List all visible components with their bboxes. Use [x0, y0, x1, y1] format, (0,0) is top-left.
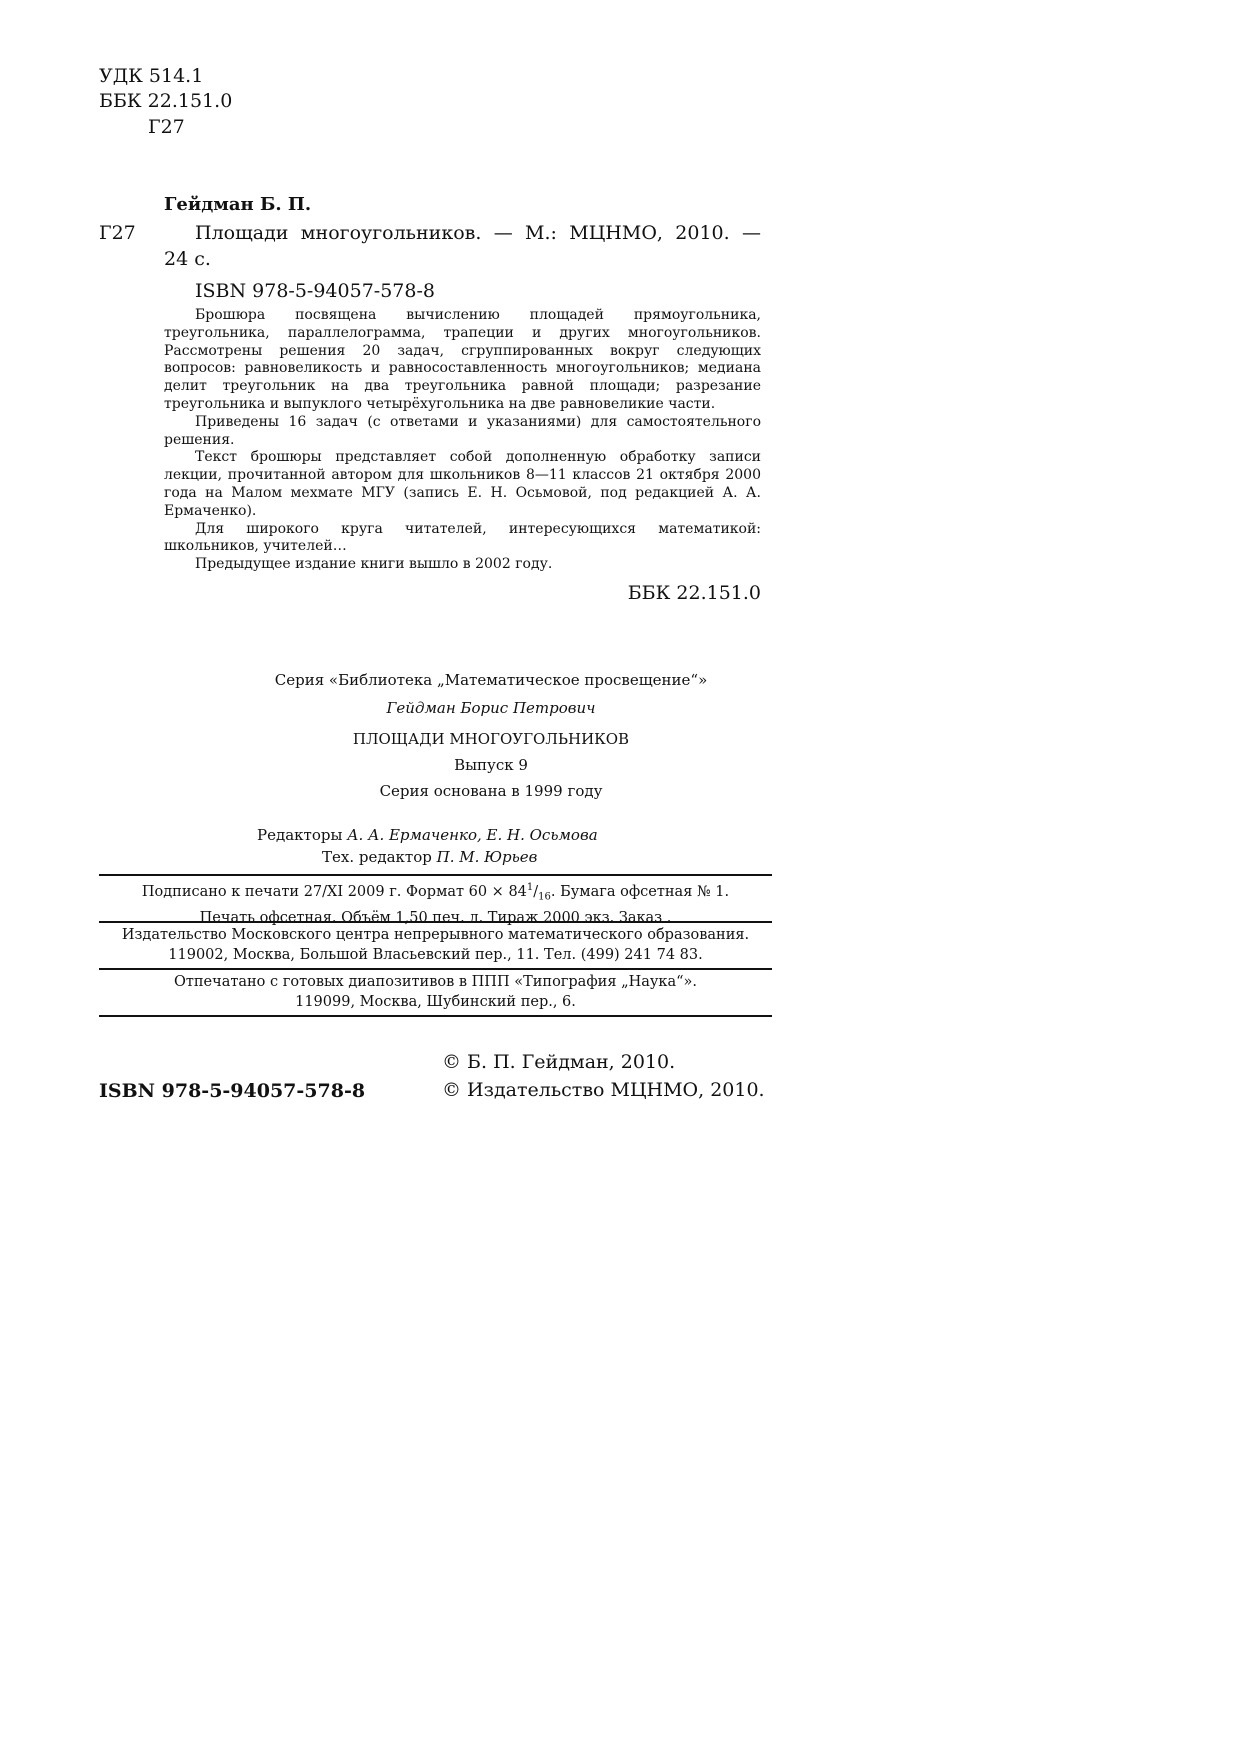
- divider: [99, 874, 772, 876]
- imprint-signed-line: Подписано к печати 27/XI 2009 г. Формат $60 \times 84^1/_{16}$. Бумага офсетная № 1.: [141, 882, 730, 903]
- imprint-publisher: [99, 925, 772, 965]
- author-full-name: Гейдман Борис Петрович: [386, 699, 596, 717]
- bbk-code: ББК 22.151.0: [99, 90, 233, 112]
- publisher-line: Издательство Московского центра непрерывного математического образования.: [121, 927, 750, 943]
- entry-author: Гейдман Б. П.: [164, 194, 312, 215]
- imprint-signed-prefix: Подписано к печати 27/XI 2009 г. Формат 60 × 84: [141, 883, 527, 900]
- editors-line: [257, 826, 598, 844]
- imprint-signed-suffix: . Бумага офсетная № 1.: [550, 883, 730, 900]
- divider: [99, 968, 772, 970]
- format-numerator: 1: [526, 882, 534, 893]
- editors-label: Редакторы: [257, 826, 343, 844]
- printer-line: Отпечатано с готовых диапозитивов в ППП «Типография „Наука“».: [173, 974, 698, 990]
- series-name: Серия «Библиотека „Математическое просвещение“»: [274, 671, 708, 689]
- copyright-author: © Б. П. Гейдман, 2010.: [442, 1051, 676, 1073]
- editors-names: А. А. Ермаченко, Е. Н. Осьмова: [347, 826, 598, 844]
- divider: [99, 1015, 772, 1017]
- abstract-paragraph: Для широкого круга читателей, интересующихся математикой: школьников, учителей…: [164, 520, 761, 555]
- printer-address: 119099, Москва, Шубинский пер., 6.: [295, 994, 576, 1010]
- isbn-bottom: ISBN 978-5-94057-578-8: [99, 1080, 366, 1102]
- tech-editor-label: Тех. редактор: [322, 848, 432, 866]
- issue-number: Выпуск 9: [454, 756, 528, 774]
- abstract-paragraph: Приведены 16 задач (с ответами и указаниями) для самостоятельного решения.: [164, 413, 761, 448]
- entry-title-line: Площади многоугольников. — М.: МЦНМО, 2010. —: [195, 222, 761, 244]
- abstract-paragraph: Текст брошюры представляет собой дополненную обработку записи лекции, прочитанной автором для школьников 8—11 классов 21 октября 2000 года на Малом мехмате МГУ (запись Е. Н. Осьмовой, под редакцией А. А. Ермаченко).: [164, 449, 761, 519]
- tech-editor-name: П. М. Юрьев: [436, 848, 538, 866]
- abstract-paragraph: Брошюра посвящена вычислению площадей прямоугольника, треугольника, параллелограмма, трапеции и других многоугольников. Рассмотрены решения 20 задач, сгруппированных вокруг следующих вопросов: равновеликость и равносоставленность многоугольников; медиана делит треугольник на два треугольника равной площади; разрезание треугольника и выпуклого четырёхугольника на две равновеликие части.: [164, 307, 761, 412]
- series-founded: Серия основана в 1999 году: [379, 782, 603, 800]
- entry-shelf-mark: Г27: [99, 222, 136, 244]
- udc-code: УДК 514.1: [99, 65, 204, 87]
- publisher-address: 119002, Москва, Большой Власьевский пер., 11. Тел. (499) 241 74 83.: [168, 947, 703, 963]
- imprint-print-line: Печать офсетная. Объём 1,50 печ. л. Тираж 2000 экз. Заказ .: [199, 909, 672, 926]
- bbk-classification: ББК 22.151.0: [627, 582, 761, 604]
- imprint-printer: [99, 972, 772, 1012]
- entry-isbn: ISBN 978-5-94057-578-8: [195, 280, 435, 302]
- entry-pages: 24 с.: [164, 248, 211, 270]
- tech-editor-line: [322, 848, 537, 866]
- copyright-publisher: © Издательство МЦНМО, 2010.: [442, 1079, 765, 1101]
- author-mark: Г27: [148, 116, 185, 138]
- divider: [99, 921, 772, 923]
- format-denominator: 16: [538, 891, 551, 903]
- abstract: [164, 307, 761, 574]
- abstract-paragraph: Предыдущее издание книги вышло в 2002 году.: [195, 556, 553, 573]
- book-title: ПЛОЩАДИ МНОГОУГОЛЬНИКОВ: [352, 730, 630, 748]
